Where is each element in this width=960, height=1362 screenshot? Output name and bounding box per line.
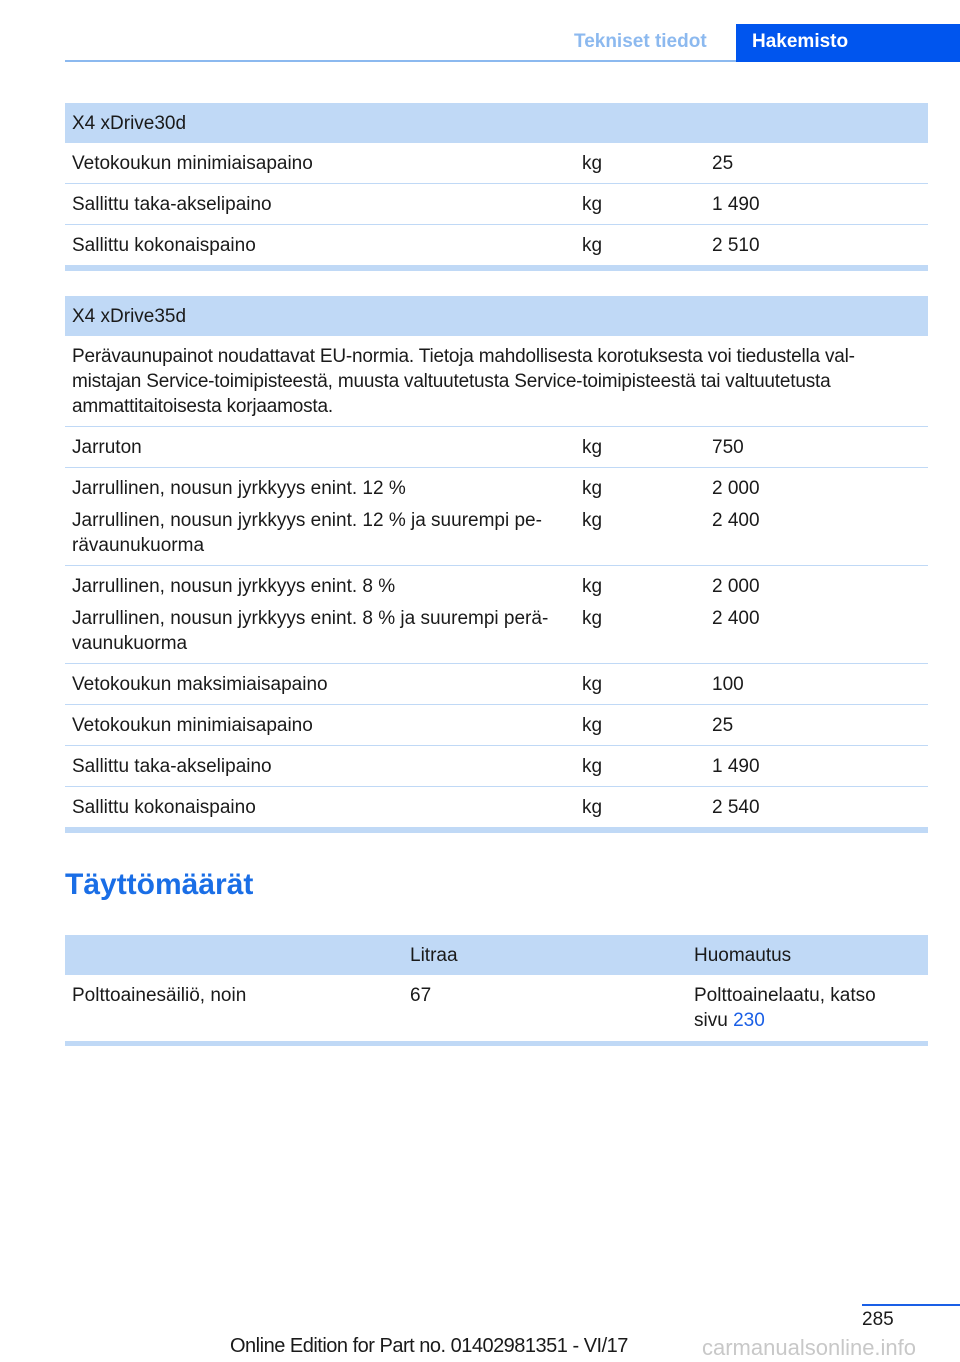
table-row	[65, 705, 928, 746]
table-row-group	[65, 566, 928, 664]
row-value: 2 000	[712, 576, 760, 597]
table-header	[65, 103, 928, 143]
table-row	[65, 975, 928, 1041]
table-row	[65, 574, 928, 599]
row-value: 25	[712, 153, 734, 174]
row-label: rävaunukuorma	[72, 535, 205, 556]
row-label: Polttoainesäiliö, noin	[72, 985, 247, 1006]
row-note: Polttoainelaatu, katso	[694, 985, 876, 1006]
page-link[interactable]: 230	[733, 1010, 765, 1031]
table-row	[65, 501, 928, 558]
row-unit: kg	[582, 153, 603, 174]
table-row	[65, 427, 928, 468]
row-unit: kg	[582, 797, 603, 818]
header-divider	[65, 60, 737, 62]
table-x4-xdrive30d	[65, 103, 928, 271]
row-label: Jarruton	[72, 437, 142, 458]
row-unit: kg	[582, 510, 603, 531]
row-value: 2 400	[712, 510, 760, 531]
table-title: X4 xDrive30d	[72, 113, 187, 134]
table-row	[65, 787, 928, 828]
row-value: 2 400	[712, 608, 760, 629]
row-label: Vetokoukun minimiaisapaino	[72, 715, 313, 736]
row-label: Sallittu kokonaispaino	[72, 235, 256, 256]
row-value: 750	[712, 437, 744, 458]
row-unit: kg	[582, 674, 603, 695]
tab-tekniset-tiedot[interactable]: Tekniset tiedot	[574, 31, 707, 52]
row-value: 2 000	[712, 478, 760, 499]
row-label: Jarrullinen, nousun jyrkkyys enint. 8 % ja suurempi perä-	[72, 608, 549, 629]
row-unit: kg	[582, 576, 603, 597]
tab-hakemisto[interactable]: Hakemisto	[736, 24, 960, 62]
row-label: Sallittu kokonaispaino	[72, 797, 256, 818]
table-fill-capacities	[65, 935, 928, 1046]
table-header	[65, 296, 928, 336]
row-label: Sallittu taka-akselipaino	[72, 756, 272, 777]
row-value: 2 540	[712, 797, 760, 818]
edition-text: Online Edition for Part no. 01402981351 - VI/17	[230, 1335, 628, 1357]
table-row-group	[65, 468, 928, 566]
row-unit: kg	[582, 715, 603, 736]
row-unit: kg	[582, 437, 603, 458]
row-value: 1 490	[712, 756, 760, 777]
row-label: Vetokoukun maksimiaisapaino	[72, 674, 328, 695]
table-row	[65, 746, 928, 787]
row-value: 2 510	[712, 235, 760, 256]
row-value: 25	[712, 715, 734, 736]
row-unit: kg	[582, 235, 603, 256]
table-row	[65, 476, 928, 501]
row-liters: 67	[410, 985, 432, 1006]
row-value: 100	[712, 674, 744, 695]
row-unit: kg	[582, 194, 603, 215]
row-label: Jarrullinen, nousun jyrkkyys enint. 12 % ja suurempi pe-	[72, 510, 542, 531]
table-row	[65, 664, 928, 705]
row-label: Vetokoukun minimiaisapaino	[72, 153, 313, 174]
note-line: ammattitaitoisesta korjaamosta.	[72, 396, 333, 417]
table-row	[65, 143, 928, 184]
page-number: 285	[862, 1309, 894, 1330]
table-end-rule	[65, 266, 928, 271]
header-huomautus: Huomautus	[694, 945, 792, 966]
table-note	[65, 336, 928, 427]
table-x4-xdrive35d	[65, 296, 928, 833]
table-end-rule	[65, 1041, 928, 1046]
row-note: sivu	[694, 1010, 728, 1031]
row-value: 1 490	[712, 194, 760, 215]
row-unit: kg	[582, 608, 603, 629]
table-row	[65, 599, 928, 656]
row-label: Jarrullinen, nousun jyrkkyys enint. 8 %	[72, 576, 396, 597]
table-row	[65, 225, 928, 266]
watermark: carmanualsonline.info	[702, 1335, 917, 1360]
table-row	[65, 184, 928, 225]
section-title: Täyttömäärät	[65, 868, 254, 901]
footer-rule	[862, 1304, 960, 1306]
row-unit: kg	[582, 478, 603, 499]
table-header	[65, 935, 928, 975]
row-label: vaunukuorma	[72, 633, 188, 654]
note-line: Perävaunupainot noudattavat EU-normia. Tietoja mahdollisesta korotuksesta voi tiedustella val-	[72, 346, 855, 367]
header-litraa: Litraa	[410, 945, 458, 966]
table-title: X4 xDrive35d	[72, 306, 187, 327]
row-label: Sallittu taka-akselipaino	[72, 194, 272, 215]
table-end-rule	[65, 828, 928, 833]
row-unit: kg	[582, 756, 603, 777]
note-line: mistajan Service-toimipisteestä, muusta valtuutetusta Service-toimipisteestä tai valtuutetusta	[72, 371, 831, 392]
row-label: Jarrullinen, nousun jyrkkyys enint. 12 %	[72, 478, 406, 499]
